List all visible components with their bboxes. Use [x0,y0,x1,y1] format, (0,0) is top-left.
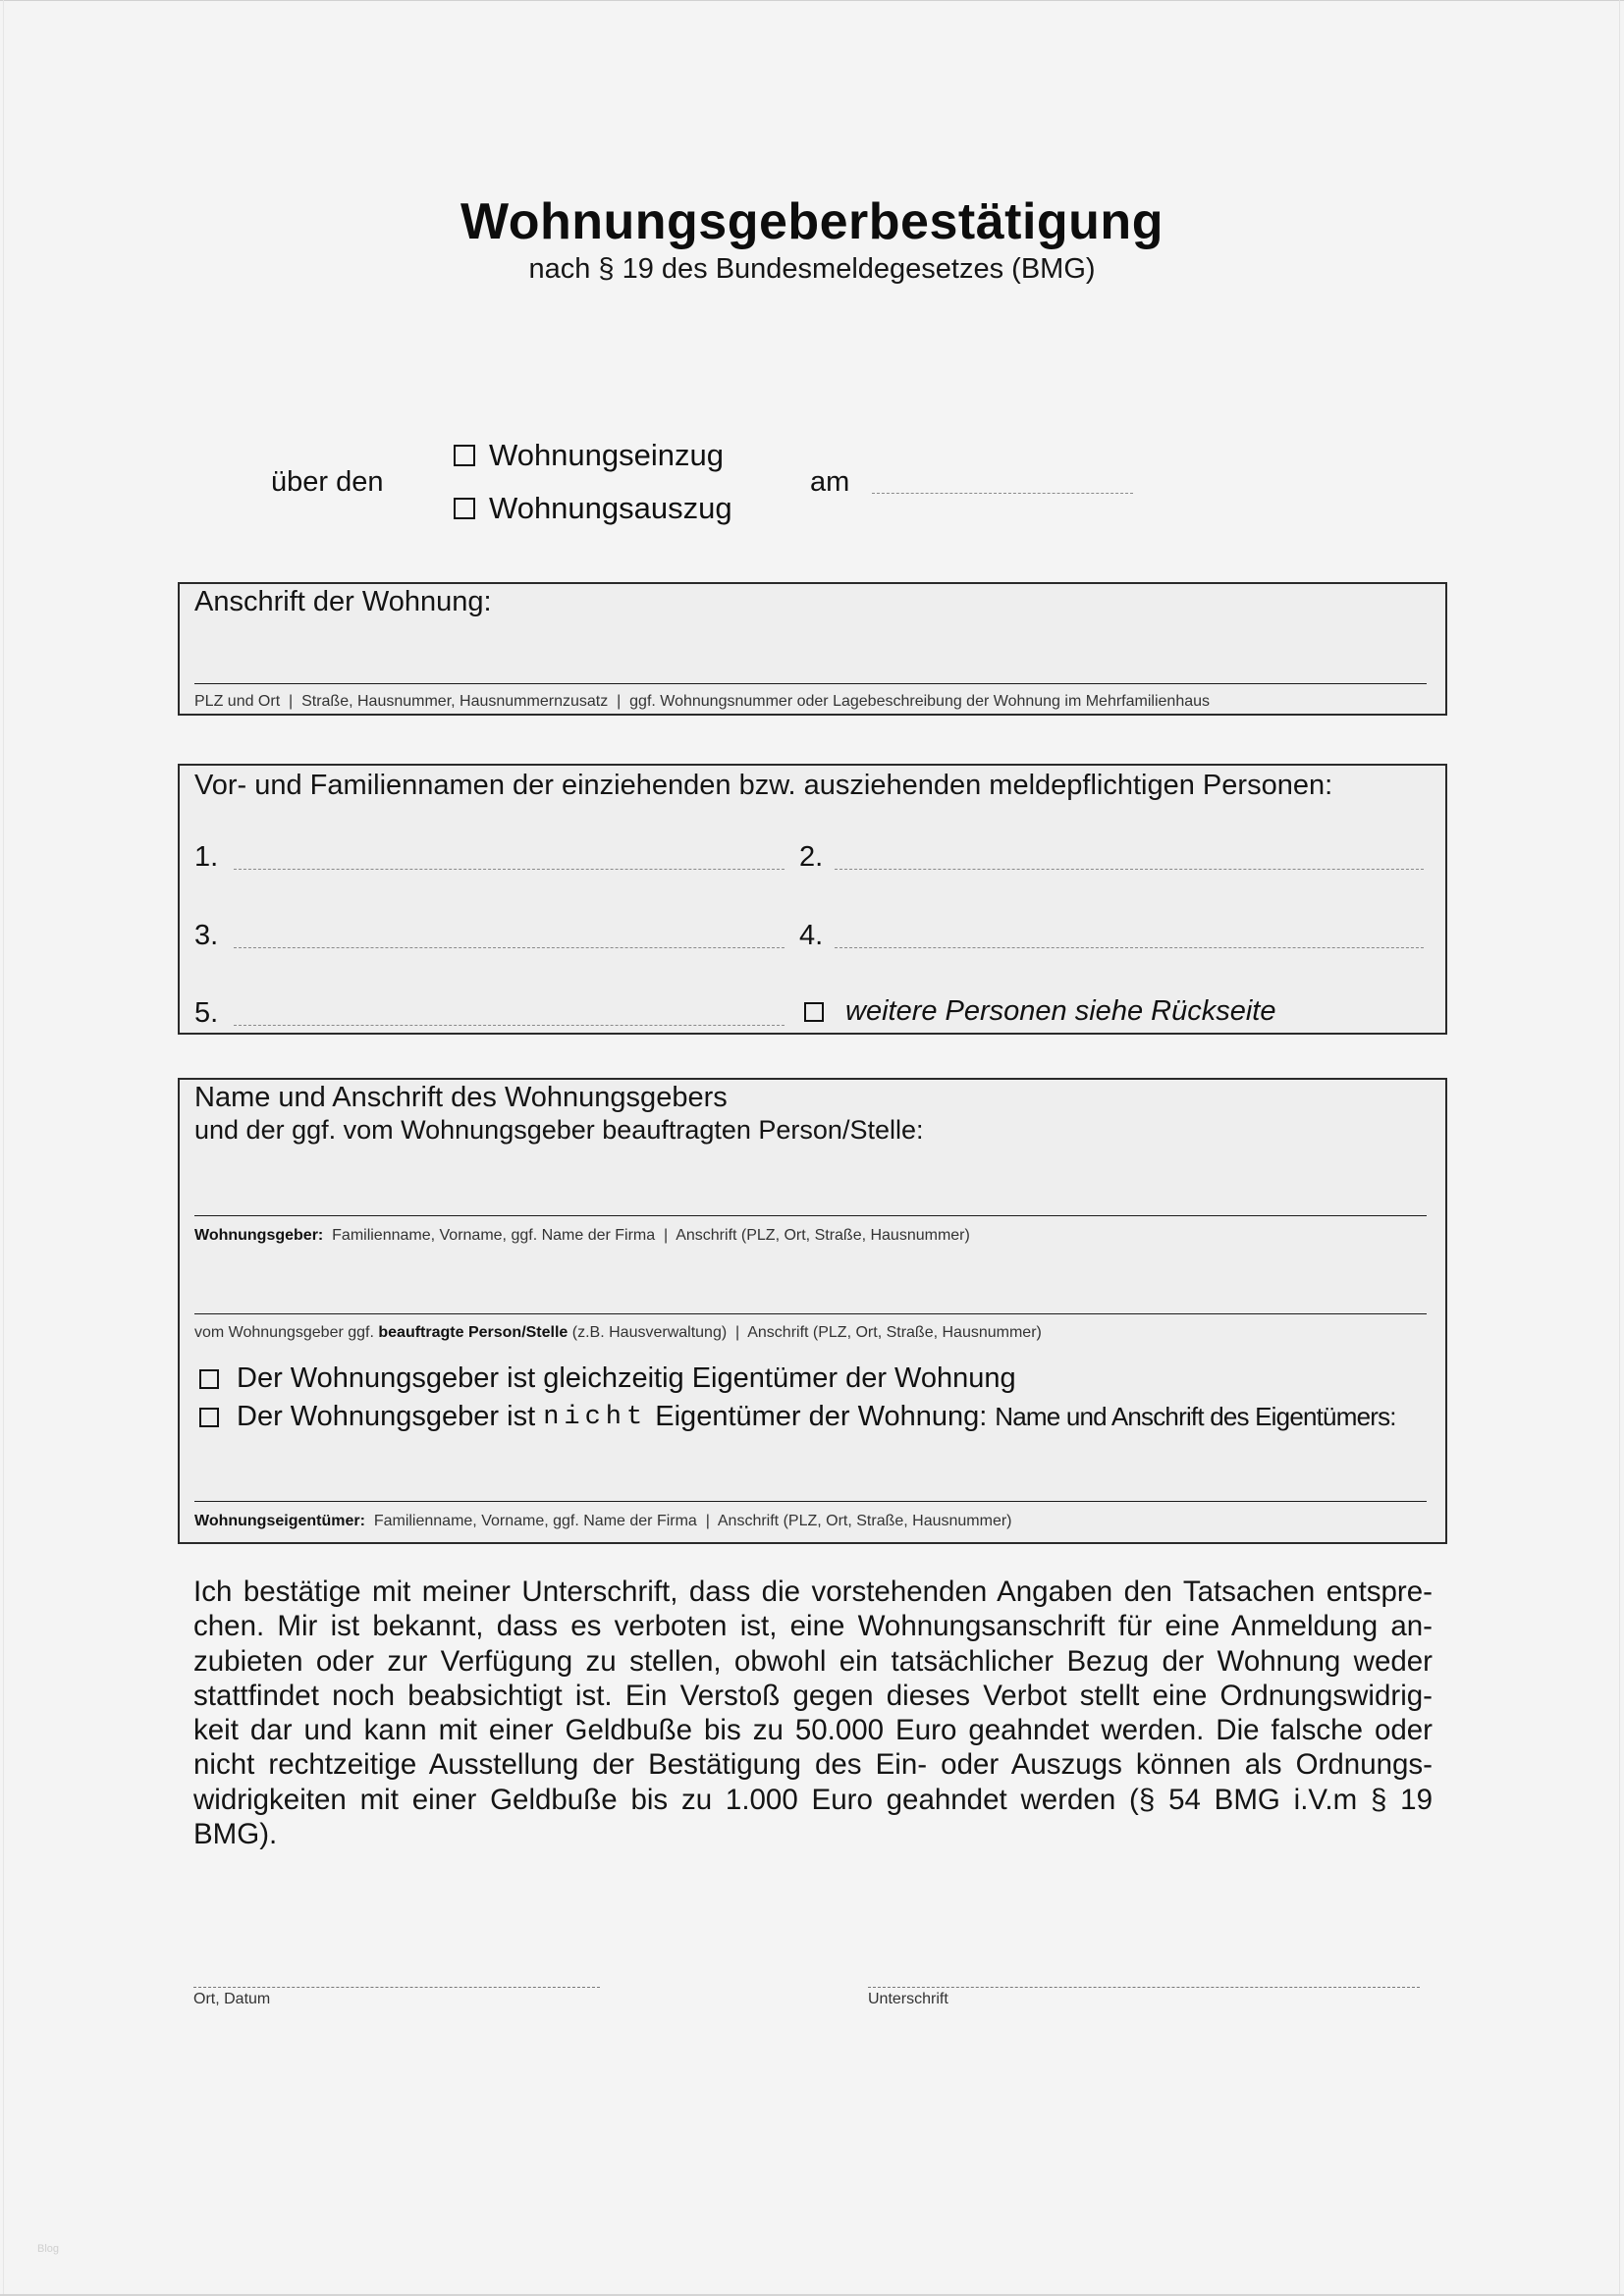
person-4-field[interactable] [835,947,1424,948]
landlord-subheading: und der ggf. vom Wohnungsgeber beauftragten Person/Stelle: [194,1115,924,1145]
declaration-line: nicht rechtzeitige Ausstellung der Bestätigung des Ein- oder Auszugs können als Ordnungs- [193,1748,1433,1782]
declaration-line: widrigkeiten mit einer Geldbuße bis zu 1.000 Euro geahndet werden (§ 54 BMG i.V.m § 19 [193,1783,1433,1816]
owner-caption [194,1513,1012,1530]
owner-option-label: Der Wohnungsgeber ist [237,1401,544,1432]
persons-section [178,764,1447,1035]
more-persons-label: weitere Personen siehe Rückseite [845,995,1276,1027]
caption-text: (z.B. Hausverwaltung) | Anschrift (PLZ, Ort, Straße, Hausnummer) [568,1324,1042,1341]
owner-option-label: Eigentümer der Wohnung: [647,1401,988,1432]
owner-option-label: Der Wohnungsgeber ist gleichzeitig Eigentümer der Wohnung [237,1362,1016,1394]
owner-option-is-owner[interactable] [199,1362,1016,1395]
watermark: Blog [37,2243,60,2255]
option-wohnungsauszug[interactable] [454,491,732,526]
document-title: Wohnungsgeberbestätigung [460,193,1164,250]
person-3-field[interactable] [234,947,785,948]
address-field[interactable] [194,683,1427,684]
declaration-line: keit dar und kann mit einer Geldbuße bis zu 50.000 Euro geahndet werden. Die falsche oder [193,1714,1433,1747]
declaration-line: chen. Mir ist bekannt, dass es verboten ist, eine Wohnungsanschrift für eine Anmeldung an- [193,1610,1433,1643]
option-label: Wohnungsauszug [489,491,732,525]
declaration-line: zubieten oder zur Verfügung zu stellen, obwohl ein tatsächlicher Bezug der Wohnung weder [193,1644,1433,1678]
checkbox-icon[interactable] [454,445,475,466]
date-field[interactable] [872,493,1133,494]
page-edge [1619,0,1620,2296]
caption-text: Familienname, Vorname, ggf. Name der Firma | Anschrift (PLZ, Ort, Straße, Hausnummer) [373,1513,1012,1529]
page-edge [3,0,4,2296]
option-label: Wohnungseinzug [489,438,724,472]
landlord-field[interactable] [194,1215,1427,1216]
person-number: 2. [799,841,824,873]
declaration-line: stattfindet noch beabsichtigt ist. Ein Verstoß gegen dieses Verbot stellt eine Ordnungswidrig- [193,1679,1433,1712]
address-heading: Anschrift der Wohnung: [194,586,492,617]
owner-field[interactable] [194,1501,1427,1502]
checkbox-icon[interactable] [199,1408,219,1427]
place-date-label: Ort, Datum [193,1991,271,2007]
checkbox-icon[interactable] [199,1369,219,1389]
address-section [178,582,1447,716]
page-edge [0,0,1624,1]
caption-text: Familienname, Vorname, ggf. Name der Firma | Anschrift (PLZ, Ort, Straße, Hausnummer) [332,1227,970,1244]
caption-text: vom Wohnungsgeber ggf. [194,1324,379,1341]
person-number: 3. [194,920,219,951]
persons-heading: Vor- und Familiennamen der einziehenden bzw. ausziehenden meldepflichtigen Personen: [194,770,1333,801]
move-intro-label: über den [271,466,384,498]
caption-bold: beauftragte Person/Stelle [378,1324,568,1341]
signature-label: Unterschrift [868,1991,948,2007]
landlord-caption [194,1227,970,1245]
caption-bold: Wohnungsgeber: [194,1227,324,1244]
declaration-line: Ich bestätige mit meiner Unterschrift, dass die vorstehenden Angaben den Tatsachen entspre- [193,1575,1433,1608]
owner-extra-label: Name und Anschrift des Eigentümers: [995,1402,1396,1431]
person-2-field[interactable] [835,869,1424,870]
place-date-field[interactable] [193,1987,600,1988]
more-persons-option[interactable] [804,995,1275,1028]
declaration-text [193,1575,1433,1851]
agent-field[interactable] [194,1313,1427,1314]
landlord-heading: Name und Anschrift des Wohnungsgebers [194,1082,728,1113]
landlord-section [178,1078,1447,1544]
caption-bold: Wohnungseigentümer: [194,1513,365,1529]
checkbox-icon[interactable] [804,1002,824,1022]
person-5-field[interactable] [234,1025,785,1026]
option-wohnungseinzug[interactable] [454,438,724,473]
declaration-line: BMG). [193,1818,278,1851]
document-subtitle: nach § 19 des Bundesmeldegesetzes (BMG) [528,253,1096,285]
owner-option-emphasis: nicht [543,1402,648,1432]
person-1-field[interactable] [234,869,785,870]
person-number: 1. [194,841,219,873]
signature-field[interactable] [868,1987,1420,1988]
checkbox-icon[interactable] [454,498,475,519]
agent-caption [194,1324,1042,1342]
date-label: am [810,466,850,498]
person-number: 4. [799,920,824,951]
person-number: 5. [194,997,219,1029]
address-caption: PLZ und Ort | Straße, Hausnummer, Hausnummernzusatz | ggf. Wohnungsnummer oder Lagebeschreibung der Wohnung im Mehrfamilienhaus [194,693,1211,710]
owner-option-not-owner[interactable] [199,1401,1396,1433]
